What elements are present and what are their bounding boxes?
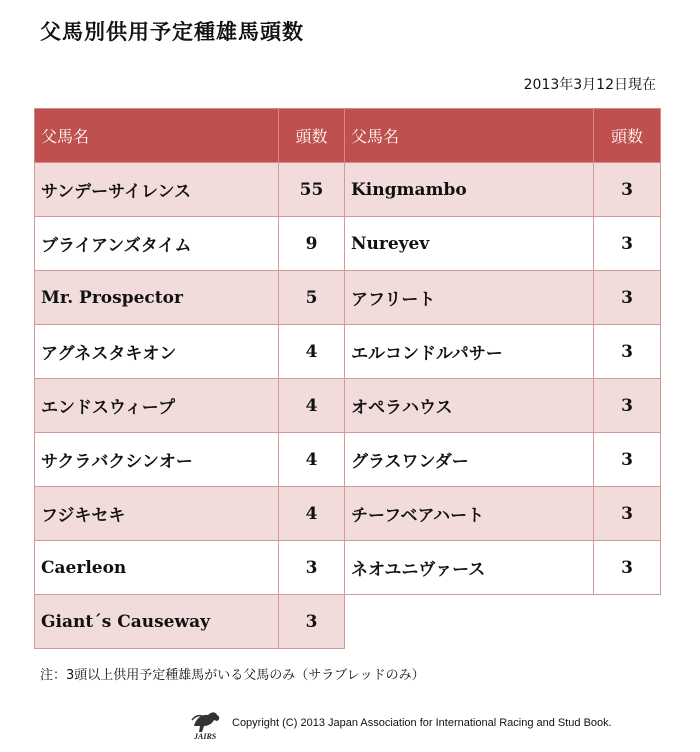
- sire-name: Mr. Prospector: [35, 271, 279, 325]
- footnote: 注：3頭以上供用予定種雄馬がいる父馬のみ（サラブレッドのみ）: [40, 668, 425, 683]
- sire-count: 3: [594, 433, 661, 487]
- table-row: [35, 487, 661, 541]
- table-row: [35, 379, 661, 433]
- sire-count-table: [34, 108, 661, 649]
- sire-name: エルコンドルパサー: [345, 325, 594, 379]
- jairs-logo-icon: [186, 706, 226, 740]
- sire-name: チーフベアハート: [345, 487, 594, 541]
- sire-count: 3: [594, 487, 661, 541]
- sire-count: 4: [279, 379, 345, 433]
- sire-count: 4: [279, 487, 345, 541]
- as-of-date: 2013年3月12日現在: [523, 77, 656, 93]
- table-header-row: [35, 109, 661, 163]
- table-row: [35, 325, 661, 379]
- sire-name: サンデーサイレンス: [35, 163, 279, 217]
- table-row: [35, 163, 661, 217]
- sire-count: 3: [279, 595, 345, 649]
- sire-count: 3: [594, 379, 661, 433]
- sire-count: 3: [594, 163, 661, 217]
- empty-cell: [594, 595, 661, 649]
- table-row: [35, 433, 661, 487]
- table-row: [35, 271, 661, 325]
- sire-count: 3: [594, 271, 661, 325]
- sire-count: 5: [279, 271, 345, 325]
- sire-count: 4: [279, 433, 345, 487]
- sire-name: アグネスタキオン: [35, 325, 279, 379]
- sire-name: Kingmambo: [345, 163, 594, 217]
- sire-name: ネオユニヴァース: [345, 541, 594, 595]
- sire-name: Nureyev: [345, 217, 594, 271]
- table-row: [35, 217, 661, 271]
- sire-name: オペラハウス: [345, 379, 594, 433]
- sire-name: グラスワンダー: [345, 433, 594, 487]
- page-title: 父馬別供用予定種雄馬頭数: [40, 20, 304, 44]
- header-count-left: 頭数: [279, 109, 345, 163]
- footer: [186, 706, 612, 740]
- header-sire-right: 父馬名: [345, 109, 594, 163]
- sire-name: Caerleon: [35, 541, 279, 595]
- sire-count: 3: [594, 217, 661, 271]
- sire-name: Giant´s Causeway: [35, 595, 279, 649]
- sire-count: 9: [279, 217, 345, 271]
- sire-count: 3: [279, 541, 345, 595]
- sire-name: サクラバクシンオー: [35, 433, 279, 487]
- sire-name: フジキセキ: [35, 487, 279, 541]
- empty-cell: [345, 595, 594, 649]
- header-sire-left: 父馬名: [35, 109, 279, 163]
- sire-count: 55: [279, 163, 345, 217]
- sire-count: 3: [594, 541, 661, 595]
- copyright-text: Copyright (C) 2013 Japan Association for International Racing and Stud Book.: [232, 717, 612, 729]
- sire-name: ブライアンズタイム: [35, 217, 279, 271]
- sire-count: 3: [594, 325, 661, 379]
- svg-text:JAIRS: JAIRS: [194, 732, 217, 740]
- table-row: [35, 541, 661, 595]
- sire-count: 4: [279, 325, 345, 379]
- sire-name: エンドスウィープ: [35, 379, 279, 433]
- header-count-right: 頭数: [594, 109, 661, 163]
- table-row: [35, 595, 661, 649]
- sire-name: アフリート: [345, 271, 594, 325]
